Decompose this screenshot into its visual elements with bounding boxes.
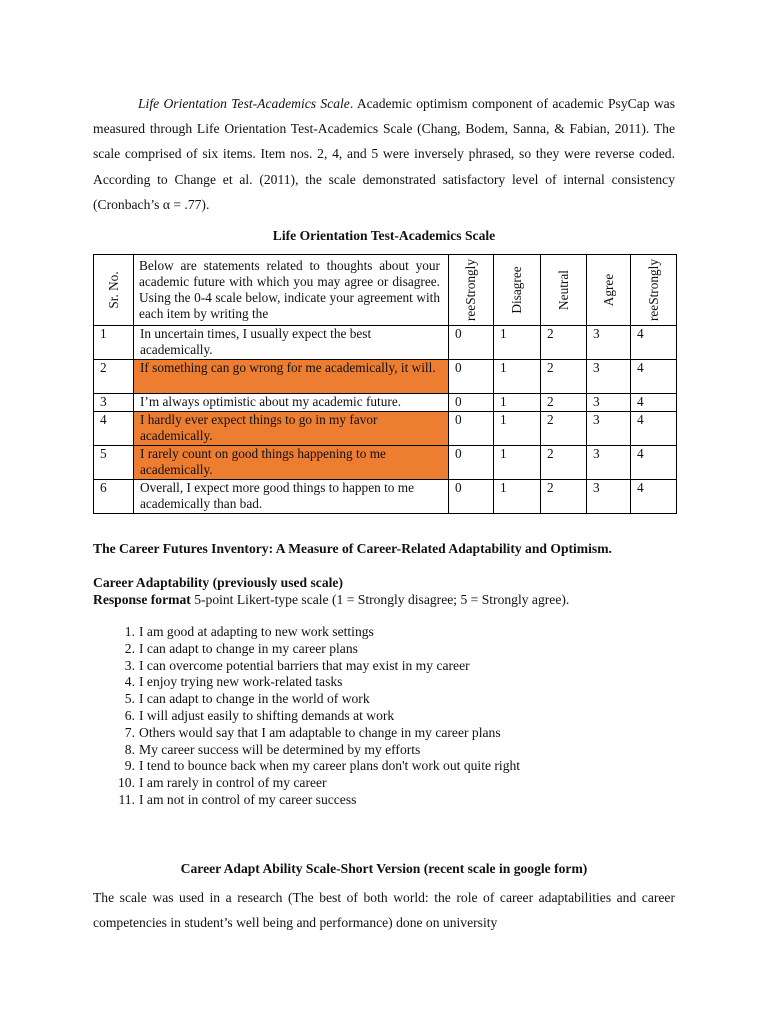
row-number: 4	[94, 412, 134, 446]
list-item	[113, 725, 673, 742]
list-item	[113, 691, 673, 708]
row-score: 3	[587, 394, 631, 412]
row-score: 4	[631, 394, 677, 412]
response-format-label: Response format	[93, 592, 191, 607]
table-row	[94, 480, 677, 514]
list-item-number: 10.	[118, 775, 135, 791]
row-score: 3	[587, 480, 631, 514]
row-statement: I rarely count on good things happening to me academically.	[134, 446, 449, 480]
row-score: 3	[587, 446, 631, 480]
table-header-row	[94, 255, 677, 326]
list-item-text: Others would say that I am adaptable to change in my career plans	[139, 724, 501, 740]
lot-heading: Life Orientation Test-Academics Scale	[272, 228, 496, 243]
table-row	[94, 326, 677, 360]
list-item	[113, 658, 673, 675]
table-row	[94, 412, 677, 446]
list-item-number: 8.	[124, 741, 135, 757]
list-item-number: 3.	[124, 657, 135, 673]
row-statement: Overall, I expect more good things to happen to me academically than bad.	[134, 480, 449, 514]
lot-table	[93, 254, 677, 514]
list-item	[113, 792, 673, 809]
row-score: 2	[541, 480, 587, 514]
table-row	[94, 360, 677, 394]
col-header-disagree: Disagree	[494, 255, 541, 326]
row-score: 1	[494, 360, 541, 394]
list-item-text: I can adapt to change in my career plans	[139, 640, 358, 656]
list-item-text: I can adapt to change in the world of work	[139, 691, 370, 707]
list-item-number: 4.	[124, 674, 135, 690]
row-score: 4	[631, 412, 677, 446]
row-score: 0	[449, 446, 494, 480]
row-number: 3	[94, 394, 134, 412]
list-item-text: I can overcome potential barriers that may exist in my career	[139, 657, 470, 673]
row-number: 2	[94, 360, 134, 394]
list-item-number: 6.	[124, 707, 135, 723]
cfi-heading: The Career Futures Inventory: A Measure of Career-Related Adaptability and Optimism.	[93, 541, 612, 556]
list-item	[113, 758, 673, 775]
list-item	[113, 674, 673, 691]
list-item-number: 11.	[118, 791, 135, 807]
list-item-text: I will adjust easily to shifting demands at work	[139, 707, 395, 723]
row-score: 4	[631, 326, 677, 360]
caas-heading: Career Adapt Ability Scale-Short Version (recent scale in google form)	[180, 861, 588, 876]
row-score: 1	[494, 412, 541, 446]
row-score: 1	[494, 480, 541, 514]
row-score: 2	[541, 394, 587, 412]
row-score: 0	[449, 360, 494, 394]
row-number: 6	[94, 480, 134, 514]
intro-scale-title: Life Orientation Test-Academics Scale	[138, 96, 350, 111]
list-item-text: I am not in control of my career success	[139, 791, 357, 807]
row-score: 3	[587, 326, 631, 360]
row-score: 1	[494, 326, 541, 360]
list-item-text: I am rarely in control of my career	[139, 775, 327, 791]
row-score: 2	[541, 360, 587, 394]
row-score: 4	[631, 480, 677, 514]
intro-paragraph	[93, 91, 675, 217]
col-sr-header: Sr. No.	[94, 255, 134, 326]
list-item-number: 5.	[124, 691, 135, 707]
row-number: 5	[94, 446, 134, 480]
row-score: 4	[631, 360, 677, 394]
row-score: 4	[631, 446, 677, 480]
list-item	[113, 624, 673, 641]
table-row	[94, 394, 677, 412]
list-item	[113, 775, 673, 792]
row-statement: In uncertain times, I usually expect the best academically.	[134, 326, 449, 360]
table-row	[94, 446, 677, 480]
row-score: 0	[449, 412, 494, 446]
career-adaptability-items	[113, 624, 673, 809]
row-score: 0	[449, 480, 494, 514]
list-item-number: 2.	[124, 640, 135, 656]
response-format	[93, 592, 675, 609]
row-score: 3	[587, 360, 631, 394]
row-score: 0	[449, 394, 494, 412]
col-header-agree: Agree	[587, 255, 631, 326]
row-score: 2	[541, 412, 587, 446]
instruction-cell: Below are statements related to thoughts about your academic future with which you may agree or disagree. Using the 0-4 scale below, indicate your agreement with each item by writing the	[134, 255, 449, 326]
row-score: 1	[494, 446, 541, 480]
list-item-number: 7.	[124, 724, 135, 740]
list-item-text: I enjoy trying new work-related tasks	[139, 674, 343, 690]
row-score: 3	[587, 412, 631, 446]
list-item-text: I tend to bounce back when my career plans don't work out quite right	[139, 758, 521, 774]
row-score: 2	[541, 446, 587, 480]
list-item-number: 9.	[124, 758, 135, 774]
col-header-strongly-agree: reeStrongly	[631, 255, 677, 326]
row-statement: If something can go wrong for me academically, it will.	[134, 360, 449, 394]
list-item	[113, 742, 673, 759]
col-header-neutral: Neutral	[541, 255, 587, 326]
closing-paragraph: The scale was used in a research (The best of both world: the role of career adaptabilities and career competencies in student’s well being and performance) done on university	[93, 890, 675, 931]
row-score: 1	[494, 394, 541, 412]
row-statement: I’m always optimistic about my academic future.	[134, 394, 449, 412]
response-format-text: 5-point Likert-type scale (1 = Strongly disagree; 5 = Strongly agree).	[190, 592, 570, 607]
list-item-number: 1.	[124, 624, 135, 639]
intro-body: . Academic optimism component of academic PsyCap was measured through Life Orientation Test-Academics Scale (Chang, Bodem, Sanna, & Fabian, 2011). The scale comprised of six items. Item nos. 2, 4, and 5 were inversely phrased, so they were reverse coded. According to Change et al. (2011), the scale demonstrated satisfactory level of internal consistency (Cronbach’s α = .77).	[93, 96, 675, 212]
list-item	[113, 708, 673, 725]
row-score: 0	[449, 326, 494, 360]
row-number: 1	[94, 326, 134, 360]
row-statement: I hardly ever expect things to go in my favor academically.	[134, 412, 449, 446]
list-item-text: My career success will be determined by my efforts	[139, 741, 421, 757]
career-adaptability-heading: Career Adaptability (previously used scale)	[93, 575, 343, 590]
list-item	[113, 641, 673, 658]
col-header-strongly-disagree: reeStrongly	[449, 255, 494, 326]
row-score: 2	[541, 326, 587, 360]
list-item-text: I am good at adapting to new work settings	[139, 624, 374, 639]
